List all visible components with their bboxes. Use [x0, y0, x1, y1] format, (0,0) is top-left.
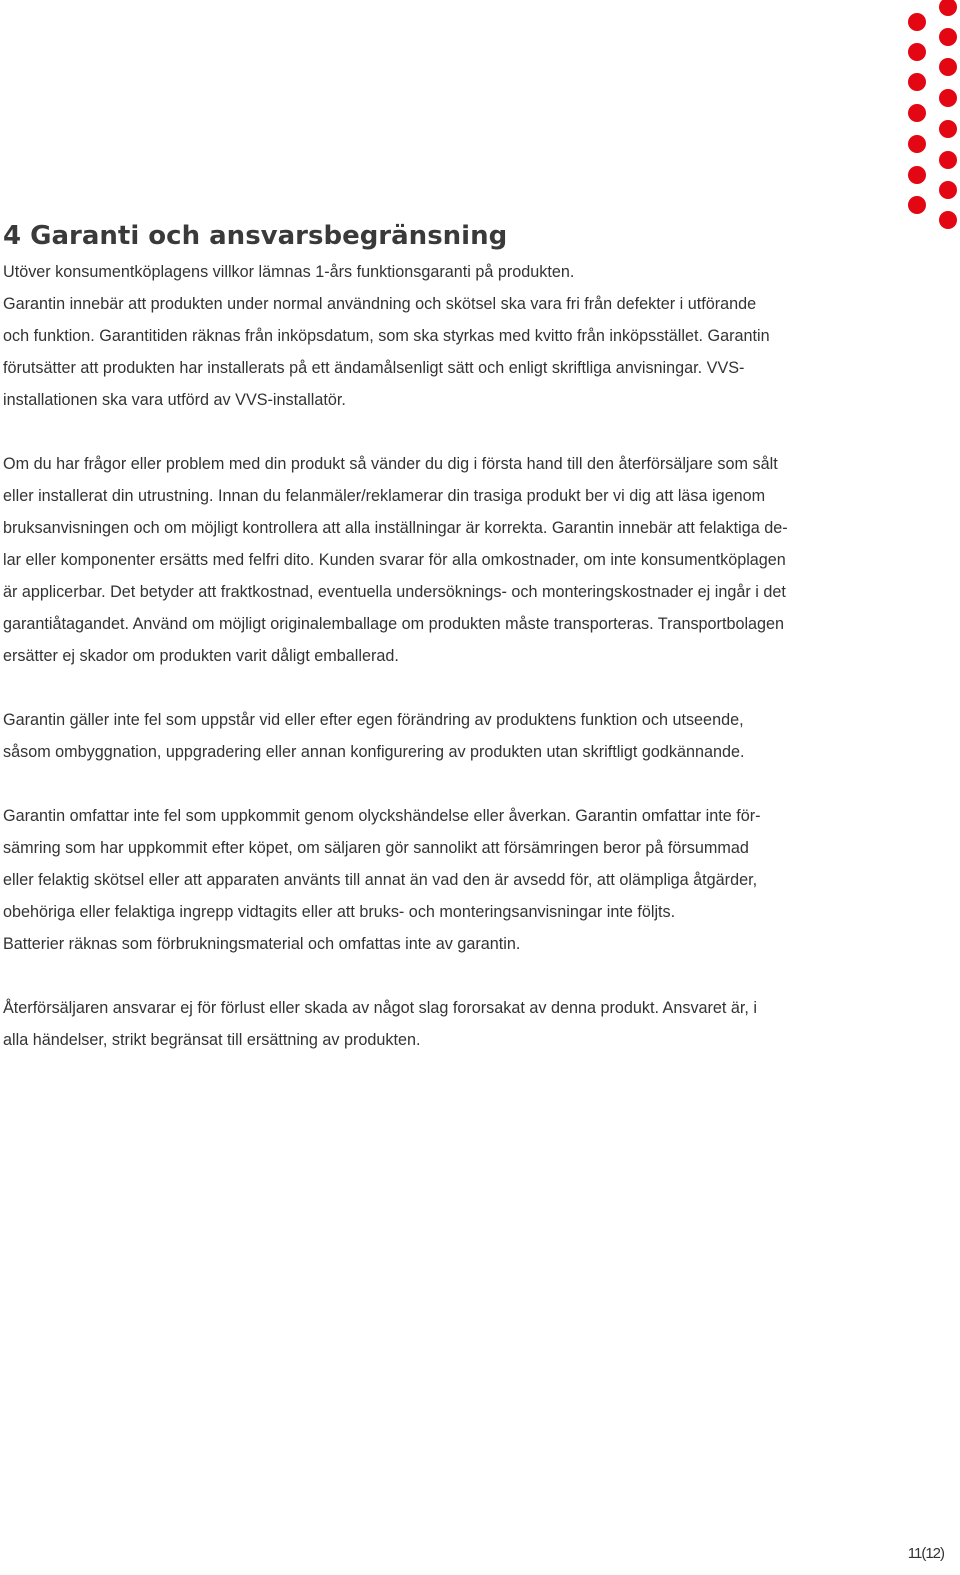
text-line: Garantin innebär att produkten under normal användning och skötsel ska vara fri från defekter i utförande: [3, 295, 757, 313]
paragraph-accident-exclusion: [3, 800, 853, 960]
text-line: eller felaktig skötsel eller att apparaten använts till annat än vad den är avsedd för, att olämpliga åtgärder,: [3, 871, 758, 889]
text-line: Batterier räknas som förbrukningsmaterial och omfattas inte av garantin.: [3, 935, 521, 953]
text-line: garantiåtagandet. Använd om möjligt originalemballage om produkten måste transporteras. Transportbolagen: [3, 615, 785, 633]
paragraph-warranty-terms: [3, 256, 853, 416]
text-line: lar eller komponenter ersätts med felfri dito. Kunden svarar för alla omkostnader, om inte konsumentköplagen: [3, 551, 786, 569]
text-line: Garantin omfattar inte fel som uppkommit genom olyckshändelse eller åverkan. Garantin omfattar inte för-: [3, 807, 761, 825]
decorative-red-dots: [0, 0, 960, 240]
text-line: sämring som har uppkommit efter köpet, om säljaren gör sannolikt att försämringen beror på försummad: [3, 839, 749, 857]
text-line: såsom ombyggnation, uppgradering eller annan konfigurering av produkten utan skriftligt godkännande.: [3, 743, 745, 761]
text-line: ersätter ej skador om produkten varit dåligt emballerad.: [3, 647, 399, 665]
text-line: Om du har frågor eller problem med din produkt så vänder du dig i första hand till den återförsäljare som sålt: [3, 455, 778, 473]
section-heading: 4 Garanti och ansvarsbegränsning: [3, 221, 508, 251]
text-line: bruksanvisningen och om möjligt kontrollera att alla inställningar är korrekta. Garantin innebär att felaktiga de-: [3, 519, 788, 537]
paragraph-questions-problems: [3, 448, 853, 672]
body-text: [3, 256, 853, 1056]
text-line: obehöriga eller felaktiga ingrepp vidtagits eller att bruks- och monteringsanvisningar inte följts.: [3, 903, 676, 921]
page-number: 11(12): [907, 1545, 944, 1562]
text-line: installationen ska vara utförd av VVS-installatör.: [3, 391, 346, 409]
paragraph-modification-exclusion: [3, 704, 853, 768]
text-line: och funktion. Garantitiden räknas från inköpsdatum, som ska styrkas med kvitto från inköpsstället. Garantin: [3, 327, 770, 345]
text-line: förutsätter att produkten har installerats på ett ändamålsenligt sätt och enligt skriftliga anvisningar. VVS-: [3, 359, 745, 377]
text-line: eller installerat din utrustning. Innan du felanmäler/reklamerar din trasiga produkt ber vi dig att läsa igenom: [3, 487, 766, 505]
text-line: Utöver konsumentköplagens villkor lämnas 1-års funktionsgaranti på produkten.: [3, 263, 575, 281]
text-line: alla händelser, strikt begränsat till ersättning av produkten.: [3, 1031, 421, 1049]
text-line: är applicerbar. Det betyder att fraktkostnad, eventuella undersöknings- och monteringskostnader ej ingår i det: [3, 583, 786, 601]
paragraph-liability-limit: [3, 992, 853, 1056]
text-line: Garantin gäller inte fel som uppstår vid eller efter egen förändring av produktens funktion och utseende,: [3, 711, 744, 729]
text-line: Återförsäljaren ansvarar ej för förlust eller skada av något slag fororsakat av denna produkt. Ansvaret är, i: [3, 999, 758, 1017]
